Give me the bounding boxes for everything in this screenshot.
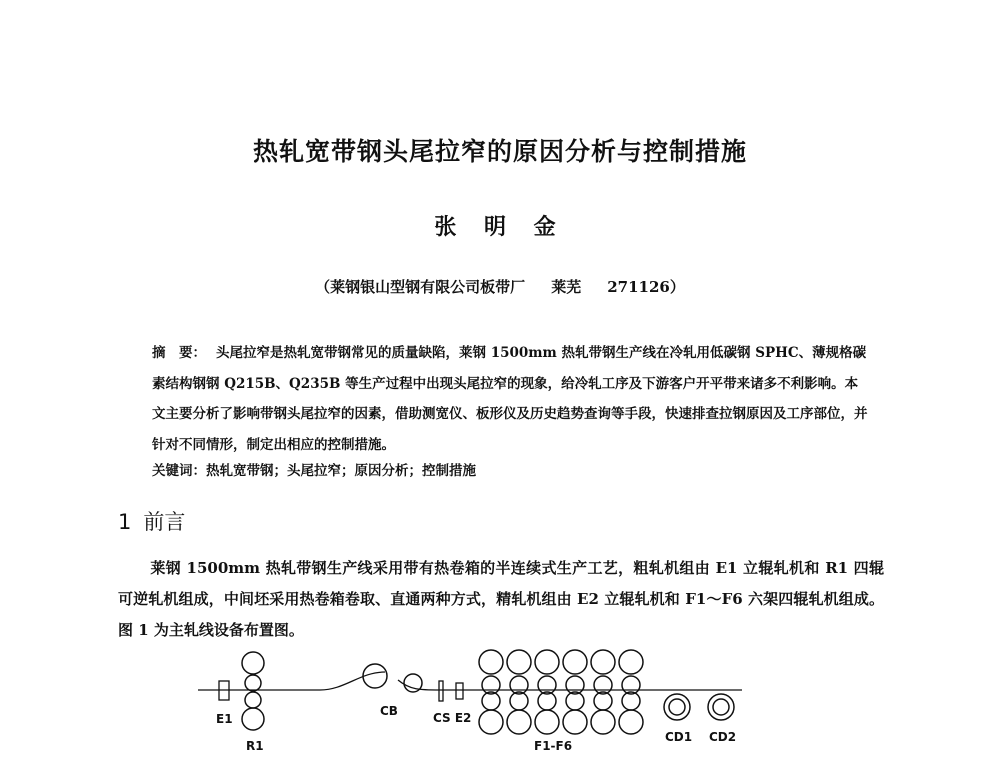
f2-backup-bottom-roll	[507, 710, 531, 734]
section-number: 1	[118, 510, 132, 534]
rolling-line-layout-figure	[0, 640, 1000, 760]
body-text: 莱钢 1500mm 热轧带钢生产线采用带有热卷箱的半连续式生产工艺，粗轧机组由 E1 立辊轧机和 R1 四辊可逆轧机组成，中间坯采用热卷箱卷取、直通两种方式，精轧机组由 E2 立辊轧机和 F1～F6 六架四辊轧机组成。图 1 为主轧线设备布置图。	[118, 559, 884, 639]
section-title: 前言	[143, 510, 186, 534]
paper-title: 热轧宽带钢头尾拉窄的原因分析与控制措施	[252, 137, 747, 166]
section-heading	[118, 506, 185, 536]
f2-backup-top-roll	[507, 650, 531, 674]
crop-shear	[439, 681, 443, 701]
f5-backup-bottom-roll	[591, 710, 615, 734]
finishing-stands	[479, 650, 643, 734]
f1-backup-bottom-roll	[479, 710, 503, 734]
abstract-label: 摘 要：	[152, 345, 206, 361]
affiliation-org: （莱钢银山型钢有限公司板带厂	[315, 278, 526, 296]
r1-backup-roll-top	[242, 652, 264, 674]
cd2-coiler-inner	[713, 699, 729, 715]
label-f1-f6: F1-F6	[534, 739, 573, 753]
affiliation-city: 莱芜	[551, 278, 582, 296]
f6-backup-top-roll	[619, 650, 643, 674]
cd2-coiler-outer	[708, 694, 734, 720]
label-r1: R1	[246, 739, 264, 753]
cd1-coiler-inner	[669, 699, 685, 715]
abstract-text: 头尾拉窄是热轧宽带钢常见的质量缺陷，莱钢 1500mm 热轧带钢生产线在冷轧用低碳钢 SPHC、薄规格碳素结构钢钢 Q215B、Q235B 等生产过程中出现头尾拉窄的现象，给冷轧工序及下游客户开平带来诸多不利影响。本文主要分析了影响带钢头尾拉窄的因素，借助测宽仪、板形仪及历史趋势查询等手段，快速排查拉钢原因及工序部位，并针对不同情形，制定出相应的控制措施。	[152, 345, 868, 453]
crop-shear-roll	[404, 674, 422, 692]
label-cd2: CD2	[709, 730, 737, 744]
f3-backup-bottom-roll	[535, 710, 559, 734]
e2-edger	[456, 683, 463, 699]
keywords-label: 关键词：	[152, 463, 206, 479]
r1-backup-roll-bottom	[242, 708, 264, 730]
coil-box	[363, 664, 387, 688]
f4-backup-bottom-roll	[563, 710, 587, 734]
f3-backup-top-roll	[535, 650, 559, 674]
keywords-text: 热轧宽带钢；头尾拉窄；原因分析；控制措施	[206, 463, 476, 479]
affiliation-postcode: 271126）	[607, 278, 685, 296]
f6-backup-bottom-roll	[619, 710, 643, 734]
paper-author: 张 明 金	[434, 214, 566, 240]
f1-backup-top-roll	[479, 650, 503, 674]
cd1-coiler-outer	[664, 694, 690, 720]
f4-backup-top-roll	[563, 650, 587, 674]
r1-work-roll-bottom	[245, 692, 261, 708]
pass-line	[198, 672, 742, 690]
body-paragraph	[118, 553, 884, 646]
abstract	[152, 338, 868, 460]
label-e1: E1	[216, 712, 233, 726]
author-affiliation	[0, 276, 1000, 297]
keywords	[152, 459, 868, 479]
label-cb: CB	[380, 704, 398, 718]
r1-work-roll-top	[245, 675, 261, 691]
label-cs-e2: CS E2	[433, 711, 472, 725]
f5-backup-top-roll	[591, 650, 615, 674]
label-cd1: CD1	[665, 730, 693, 744]
